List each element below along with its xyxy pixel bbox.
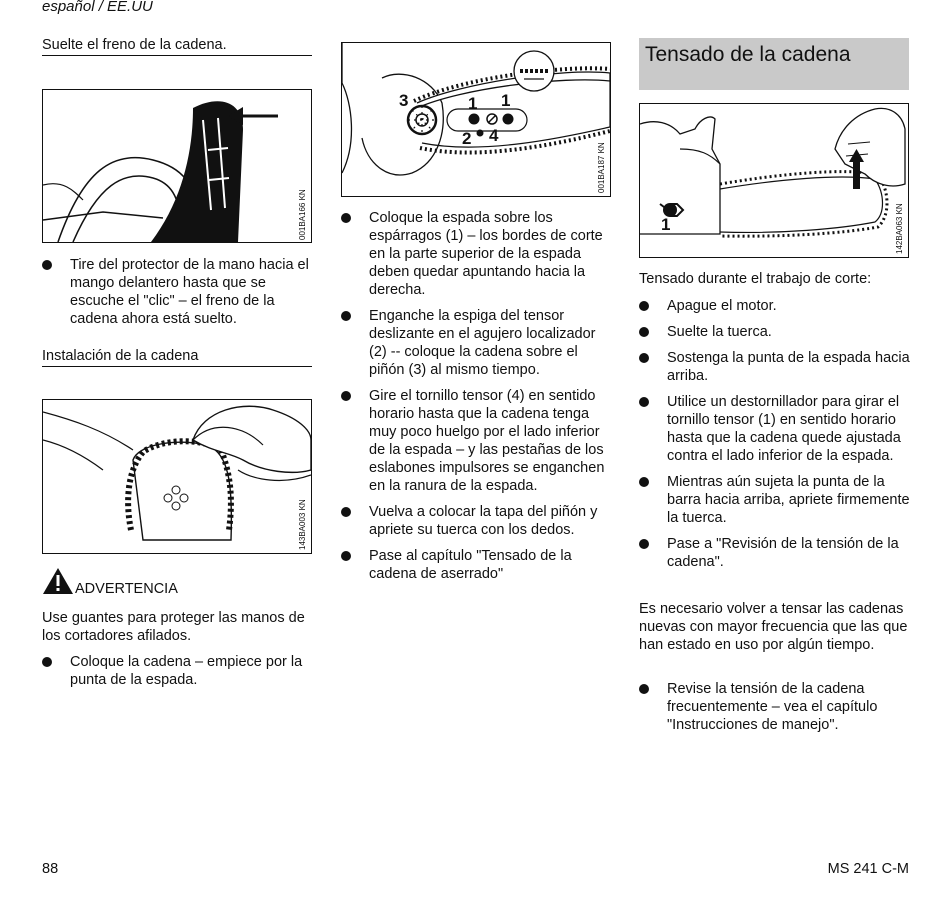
bullet-list-install: [42, 653, 314, 697]
bullet-icon: [639, 327, 649, 337]
bullet-list-brake: [42, 256, 314, 336]
list-item: Sostenga la punta de la espada hacia arriba.: [639, 349, 911, 385]
list-item: Tire del protector de la mano hacia el mango delantero hasta que se escuche el "clic" – el freno de la cadena ahora está suelto.: [42, 256, 314, 328]
chain-tension-illustration: [640, 104, 908, 257]
list-item: Coloque la cadena – empiece por la punta de la espada.: [42, 653, 314, 689]
figure-chain-brake: [42, 89, 312, 243]
bullet-icon: [341, 551, 351, 561]
page-number: 88: [42, 861, 59, 877]
figure-code: 143BA003 KN: [298, 499, 307, 550]
page-title: Tensado de la cadena: [639, 38, 909, 90]
list-item: Revise la tensión de la cadena frecuentemente – vea el capítulo "Instrucciones de manejo".: [639, 680, 911, 734]
bullet-icon: [341, 213, 351, 223]
retension-paragraph: Es necesario volver a tensar las cadenas nuevas con mayor frecuencia que las que han estado en uso por algún tiempo.: [639, 601, 908, 653]
bullet-icon: [341, 391, 351, 401]
chain-brake-illustration: [43, 90, 311, 242]
list-item: Pase a "Revisión de la tensión de la cadena".: [639, 535, 911, 571]
list-item: Gire el tornillo tensor (4) en sentido horario hasta que la cadena tenga muy poco huelgo por el lado inferior de la espada – y las pestañas de los eslabones impulsores se enganchen en la ranura de la espada.: [341, 387, 613, 495]
section-title-chain-install: Instalación de la cadena: [42, 348, 312, 367]
callout-4: 4: [489, 126, 499, 145]
figure-code: 001BA166 KN: [298, 189, 307, 240]
chain-install-illustration: [43, 400, 311, 553]
bar-mount-illustration: [342, 43, 610, 196]
list-item: Apague el motor.: [639, 297, 911, 315]
bullet-list-check: [639, 680, 911, 742]
bullet-list-bar-mount: [341, 209, 613, 591]
bullet-icon: [42, 657, 52, 667]
header-language: español / EE.UU: [42, 0, 153, 15]
list-item: Enganche la espiga del tensor deslizante en el agujero localizador (2) -- coloque la cadena sobre el piñón (3) al mismo tiempo.: [341, 307, 613, 379]
figure-code: 001BA187 KN: [597, 142, 606, 193]
callout-1: 1: [661, 215, 671, 234]
section-title-chain-brake: Suelte el freno de la cadena.: [42, 37, 312, 56]
warning-heading: [42, 567, 314, 599]
bullet-icon: [42, 260, 52, 270]
callout-3: 3: [399, 91, 409, 110]
figure-bar-mount: [341, 42, 611, 197]
bullet-icon: [639, 301, 649, 311]
model-name: MS 241 C-M: [827, 861, 909, 877]
list-item: Vuelva a colocar la tapa del piñón y apriete su tuerca con los dedos.: [341, 503, 613, 539]
bullet-icon: [639, 684, 649, 694]
list-item: Pase al capítulo "Tensado de la cadena de aserrado": [341, 547, 613, 583]
list-item: Suelte la tuerca.: [639, 323, 911, 341]
warning-label: ADVERTENCIA: [75, 581, 178, 597]
intro-text: Tensado durante el trabajo de corte:: [639, 271, 872, 287]
list-item: Coloque la espada sobre los espárragos (1) – los bordes de corte en la parte superior de la espada deben quedar apuntando hacia la derecha.: [341, 209, 613, 299]
callout-1a: 1: [468, 94, 478, 113]
callout-2: 2: [462, 129, 472, 148]
bullet-icon: [341, 311, 351, 321]
bullet-icon: [639, 477, 649, 487]
figure-chain-tension: [639, 103, 909, 258]
list-item: Mientras aún sujeta la punta de la barra hacia arriba, apriete firmemente la tuerca.: [639, 473, 911, 527]
figure-chain-install: [42, 399, 312, 554]
warning-icon: [42, 567, 74, 595]
bullet-list-tension: [639, 297, 911, 579]
warning-text: Use guantes para proteger las manos de los cortadores afilados.: [42, 610, 305, 644]
bullet-icon: [639, 353, 649, 363]
callout-1b: 1: [501, 91, 511, 110]
list-item: Utilice un destornillador para girar el tornillo tensor (1) en sentido horario hasta que la cadena quede ajustada contra el lado inferior de la espada.: [639, 393, 911, 465]
bullet-icon: [341, 507, 351, 517]
bullet-icon: [639, 397, 649, 407]
figure-code: 142BA063 KN: [895, 203, 904, 254]
bullet-icon: [639, 539, 649, 549]
